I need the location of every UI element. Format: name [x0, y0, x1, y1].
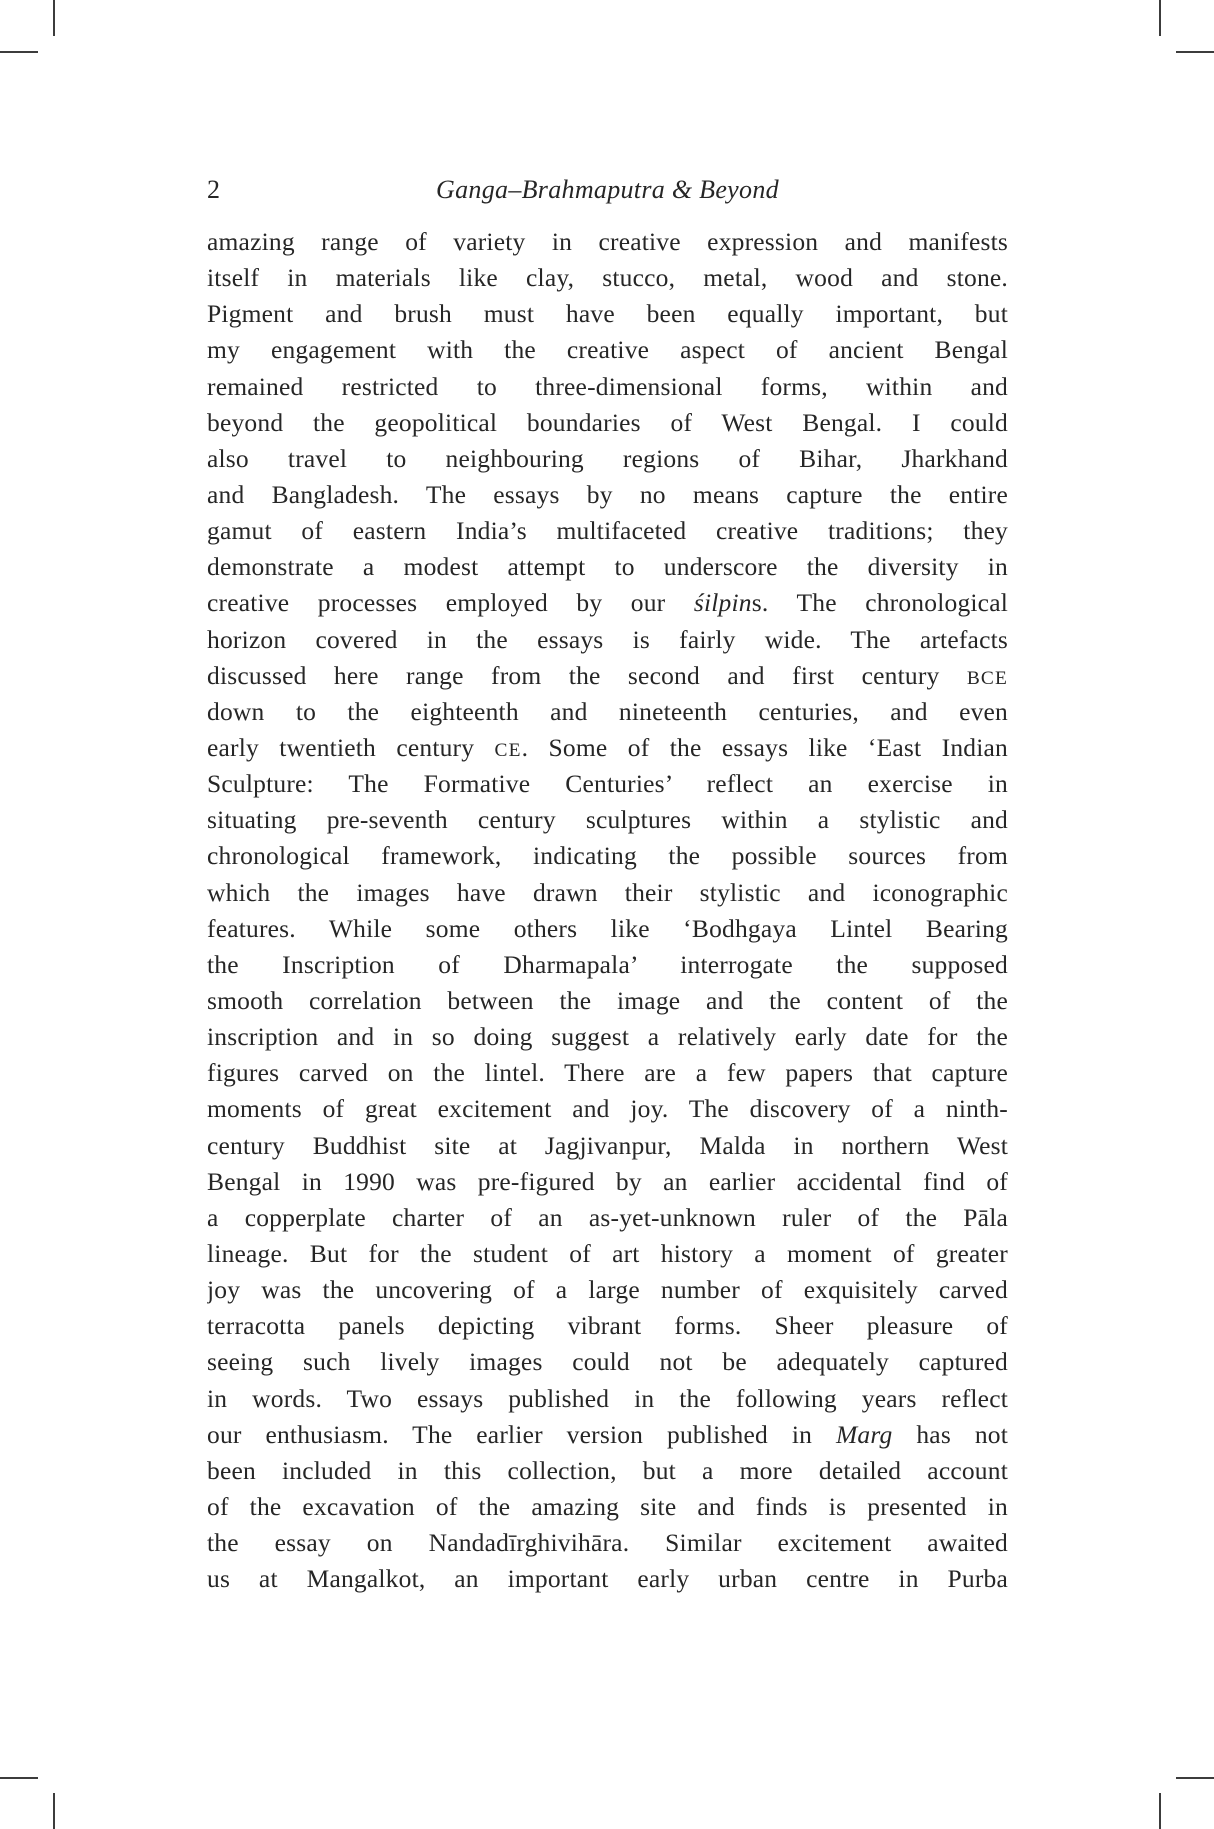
text-line: [207, 1055, 1008, 1091]
crop-mark-bottom-right-horizontal: [1176, 1777, 1214, 1779]
text-segment: terracotta panels depicting vibrant forms. Sheer pleasure of: [207, 1311, 1008, 1341]
text-segment: chronological framework, indicating the possible sources from: [207, 841, 1008, 871]
crop-mark-top-right-horizontal: [1176, 51, 1214, 53]
text-line: [207, 1164, 1008, 1200]
crop-mark-bottom-left-vertical: [53, 1793, 55, 1829]
text-line: [207, 1200, 1008, 1236]
text-segment: lineage. But for the student of art history a moment of greater: [207, 1238, 1008, 1268]
text-segment: our enthusiasm. The earlier version published in: [207, 1419, 836, 1449]
text-line: [207, 838, 1008, 874]
text-line: [207, 947, 1008, 983]
text-segment: Bengal in 1990 was pre-figured by an earlier accidental find of: [207, 1166, 1008, 1196]
text-segment: situating pre-seventh century sculptures within a stylistic and: [207, 805, 1008, 835]
text-segment: which the images have drawn their stylistic and iconographic: [207, 877, 1008, 907]
page-header: [207, 172, 1008, 208]
text-segment: beyond the geopolitical boundaries of West Bengal. I could: [207, 407, 1008, 437]
text-line: [207, 441, 1008, 477]
crop-mark-top-right-vertical: [1159, 0, 1161, 36]
text-segment: Marg: [835, 1419, 893, 1449]
text-segment: gamut of eastern India’s multifaceted creative traditions; they: [207, 516, 1008, 546]
text-line: [207, 1381, 1008, 1417]
text-segment: BCE: [966, 667, 1008, 689]
crop-mark-top-left-vertical: [53, 0, 55, 36]
text-segment: Pigment and brush must have been equally important, but: [207, 299, 1008, 329]
text-line: [207, 1489, 1008, 1525]
text-segment: a copperplate charter of an as-yet-unknown ruler of the Pāla: [207, 1202, 1008, 1232]
text-segment: śilpin: [693, 588, 752, 618]
text-line: [207, 369, 1008, 405]
text-segment: joy was the uncovering of a large number of exquisitely carved: [207, 1275, 1008, 1305]
text-segment: moments of great excitement and joy. The discovery of a ninth-: [207, 1094, 1008, 1124]
text-segment: Sculpture: The Formative Centuries’ reflect an exercise in: [207, 769, 1008, 799]
page-number: 2: [207, 175, 220, 204]
text-line: [207, 1344, 1008, 1380]
text-line: [207, 513, 1008, 549]
text-line: [207, 1128, 1008, 1164]
text-segment: demonstrate a modest attempt to underscore the diversity in: [207, 552, 1008, 582]
text-line: [207, 1525, 1008, 1561]
text-line: [207, 332, 1008, 368]
running-title: Ganga–Brahmaputra & Beyond: [436, 175, 779, 204]
crop-mark-bottom-right-vertical: [1159, 1793, 1161, 1829]
text-line: [207, 1561, 1008, 1597]
text-segment: discussed here range from the second and first century: [207, 660, 967, 690]
text-segment: seeing such lively images could not be adequately captured: [207, 1347, 1008, 1377]
text-line: [207, 224, 1008, 260]
body-text: [207, 224, 1008, 1597]
text-segment: inscription and in so doing suggest a relatively early date for the: [207, 1022, 1008, 1052]
text-line: [207, 549, 1008, 585]
text-line: [207, 1019, 1008, 1055]
text-segment: CE: [494, 739, 522, 761]
text-line: [207, 983, 1008, 1019]
text-segment: century Buddhist site at Jagjivanpur, Malda in northern West: [207, 1130, 1008, 1160]
text-segment: has not: [892, 1419, 1008, 1449]
text-segment: early twentieth century: [207, 732, 495, 762]
text-segment: of the excavation of the amazing site and finds is presented in: [207, 1491, 1008, 1521]
text-segment: and Bangladesh. The essays by no means capture the entire: [207, 479, 1008, 509]
text-segment: down to the eighteenth and nineteenth centuries, and even: [207, 696, 1008, 726]
crop-mark-top-left-horizontal: [0, 51, 38, 53]
text-line: [207, 1091, 1008, 1127]
text-segment: been included in this collection, but a more detailed account: [207, 1455, 1008, 1485]
text-line: [207, 405, 1008, 441]
text-segment: remained restricted to three-dimensional forms, within and: [207, 371, 1008, 401]
text-segment: amazing range of variety in creative expression and manifests: [207, 227, 1008, 256]
text-line: [207, 1308, 1008, 1344]
text-segment: horizon covered in the essays is fairly wide. The artefacts: [207, 624, 1008, 654]
text-line: [207, 694, 1008, 730]
crop-mark-bottom-left-horizontal: [0, 1777, 38, 1779]
text-segment: itself in materials like clay, stucco, metal, wood and stone.: [207, 263, 1008, 293]
text-line: [207, 1417, 1008, 1453]
text-segment: figures carved on the lintel. There are a few papers that capture: [207, 1058, 1008, 1088]
text-line: [207, 296, 1008, 332]
text-line: [207, 802, 1008, 838]
text-segment: . Some of the essays like ‘East Indian: [521, 732, 1008, 762]
text-line: [207, 658, 1008, 694]
text-segment: s. The chronological: [751, 588, 1008, 618]
text-segment: the essay on Nandadīrghivihāra. Similar excitement awaited: [207, 1528, 1008, 1558]
text-segment: features. While some others like ‘Bodhgaya Lintel Bearing: [207, 913, 1008, 943]
text-line: [207, 1236, 1008, 1272]
text-line: [207, 730, 1008, 766]
text-segment: creative processes employed by our: [207, 588, 694, 618]
text-line: [207, 585, 1008, 621]
text-segment: smooth correlation between the image and the content of the: [207, 985, 1008, 1015]
text-segment: my engagement with the creative aspect of ancient Bengal: [207, 335, 1008, 365]
text-segment: in words. Two essays published in the following years reflect: [207, 1383, 1008, 1413]
text-segment: us at Mangalkot, an important early urban centre in Purba: [207, 1564, 1008, 1594]
text-line: [207, 911, 1008, 947]
text-line: [207, 260, 1008, 296]
text-line: [207, 477, 1008, 513]
text-line: [207, 875, 1008, 911]
text-line: [207, 1272, 1008, 1308]
text-segment: also travel to neighbouring regions of Bihar, Jharkhand: [207, 443, 1008, 473]
text-line: [207, 766, 1008, 802]
text-segment: the Inscription of Dharmapala’ interrogate the supposed: [207, 949, 1008, 979]
text-line: [207, 622, 1008, 658]
text-line: [207, 1453, 1008, 1489]
